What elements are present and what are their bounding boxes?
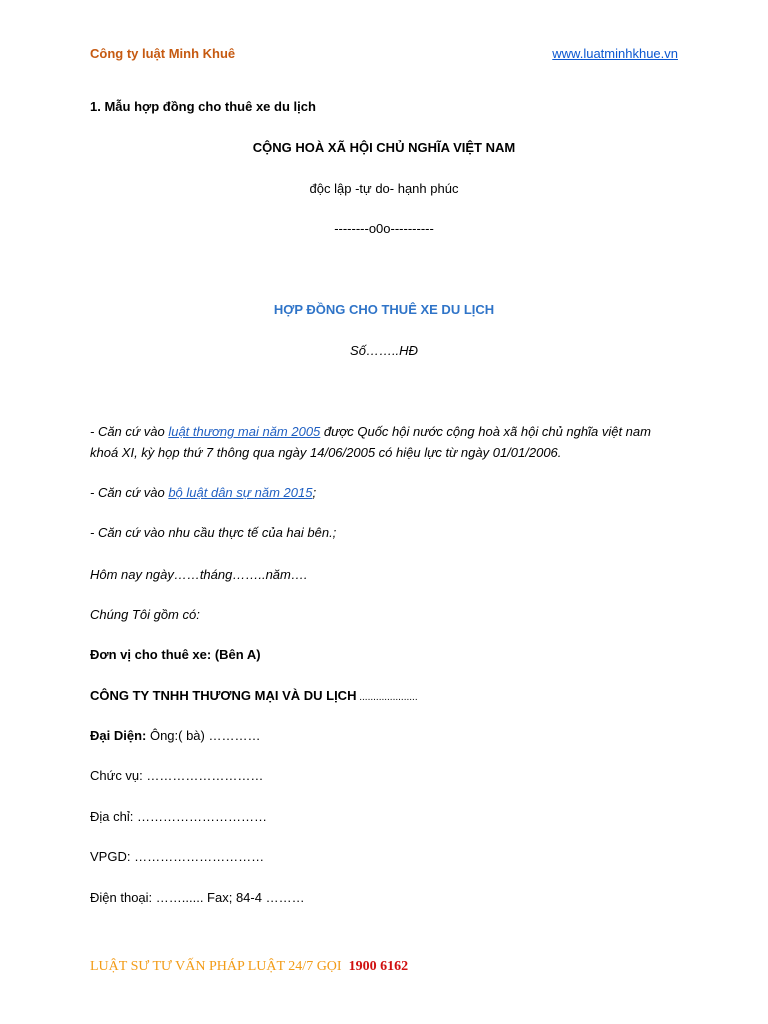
national-title: CỘNG HOÀ XÃ HỘI CHỦ NGHĨA VIỆT NAM bbox=[252, 140, 516, 155]
address-line: Địa chỉ: ………………………… bbox=[90, 809, 267, 824]
basis-2-suffix: ; bbox=[312, 485, 317, 500]
phone-fax-line: Điện thoại: ……...... Fax; 84-4 ……… bbox=[90, 890, 305, 905]
civil-code-link[interactable]: bộ luật dân sự năm 2015 bbox=[168, 485, 313, 500]
contract-number: Số……..HĐ bbox=[350, 343, 418, 358]
footer-text: LUẬT SƯ TƯ VẤN PHÁP LUẬT 24/7 GỌI bbox=[90, 959, 342, 974]
basis-1-prefix: - Căn cứ vào bbox=[90, 424, 169, 439]
company-name-blank: ..................... bbox=[356, 692, 418, 703]
company-name: Công ty luật Minh Khuê bbox=[90, 46, 236, 61]
motto: độc lập -tự do- hạnh phúc bbox=[309, 181, 459, 196]
basis-1-suffix: được Quốc hội nước cộng hoà xã hội chủ nghĩa việt nam khoá XI, kỳ họp thứ 7 thông qua ngày 14/06/2005 có hiệu lực từ ngày 01/01/2006. bbox=[90, 424, 651, 460]
representative-label: Đại Diện: bbox=[90, 728, 147, 743]
website-link[interactable]: www.luatminhkhue.vn bbox=[552, 46, 678, 61]
company-type-label: CÔNG TY TNHH THƯƠNG MẠI VÀ DU LỊCH bbox=[90, 688, 357, 703]
party-a-heading: Đơn vị cho thuê xe: (Bên A) bbox=[90, 647, 261, 662]
company-line bbox=[90, 688, 418, 703]
contract-title: HỢP ĐỒNG CHO THUÊ XE DU LỊCH bbox=[273, 302, 495, 317]
footer-phone[interactable]: 1900 6162 bbox=[348, 959, 409, 974]
date-line: Hôm nay ngày……tháng……..năm…. bbox=[90, 567, 308, 582]
section-heading: 1. Mẫu hợp đồng cho thuê xe du lịch bbox=[90, 99, 316, 114]
separator: --------o0o---------- bbox=[334, 221, 434, 236]
basis-paragraph-1 bbox=[90, 421, 680, 463]
parties-intro: Chúng Tôi gồm có: bbox=[90, 607, 200, 622]
representative-value: Ông:( bà) ………… bbox=[146, 728, 261, 743]
commercial-law-link[interactable]: luật thương mai năm 2005 bbox=[168, 424, 321, 439]
position-line: Chức vụ: ……………………… bbox=[90, 768, 264, 783]
footer-banner bbox=[90, 959, 408, 975]
basis-paragraph-3: - Căn cứ vào nhu cầu thực tế của hai bên.; bbox=[90, 525, 337, 540]
representative-line bbox=[90, 728, 260, 743]
vpgd-line: VPGD: ………………………… bbox=[90, 849, 265, 864]
basis-2-prefix: - Căn cứ vào bbox=[90, 485, 169, 500]
basis-paragraph-2 bbox=[90, 485, 316, 500]
